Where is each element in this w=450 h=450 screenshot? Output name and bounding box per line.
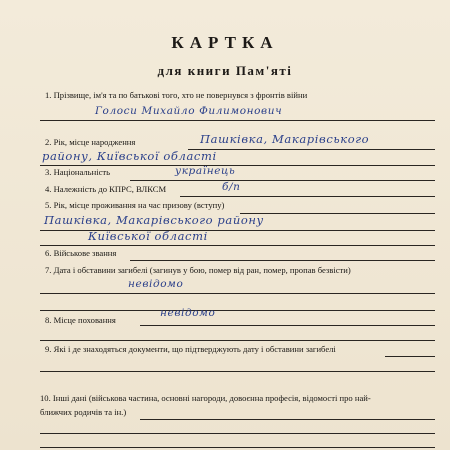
- field-7-value: невідомо: [128, 278, 184, 290]
- field-1-value: Голоси Михайло Филимонович: [95, 105, 283, 117]
- card-title: КАРТКА: [171, 33, 279, 52]
- field-7-line-1: [40, 293, 435, 294]
- field-10-line-1: [140, 419, 435, 420]
- field-1-label: 1. Прізвище, ім'я та по батькові того, хто не повернувся з фронтів війни: [45, 90, 308, 100]
- field-8-label: 8. Місце поховання: [45, 315, 116, 325]
- field-9-label: 9. Які і де знаходяться документи, що підтверджують дату і обставини загибелі: [45, 344, 336, 354]
- field-10-line-2: [40, 433, 435, 434]
- field-9-line-2: [40, 371, 435, 372]
- field-2-label: 2. Рік, місце народження: [45, 137, 136, 147]
- field-10-label-2: ближчих родичів та ін.): [40, 407, 127, 417]
- field-4-value: б/п: [222, 181, 241, 193]
- field-2-line-1: [188, 149, 435, 150]
- field-2-line-2: [40, 165, 435, 166]
- field-2-value-2: району, Київської області: [42, 149, 217, 163]
- field-5-line-1: [240, 213, 435, 214]
- field-7-line-2: [40, 310, 435, 311]
- field-2-value-1: Пашківка, Макарівського: [200, 132, 370, 146]
- field-5-line-3: [40, 245, 435, 246]
- field-9-line-1: [385, 356, 435, 357]
- field-1-line: [40, 120, 435, 121]
- field-8-value: невідомо: [160, 307, 216, 319]
- field-5-value-2: Київської області: [88, 229, 208, 243]
- field-3-label: 3. Національність: [45, 167, 111, 177]
- field-5-value-1: Пашківка, Макарівського району: [44, 213, 264, 227]
- field-4-label: 4. Належність до КПРС, ВЛКСМ: [45, 184, 167, 194]
- field-10-line-3: [40, 447, 435, 448]
- card-subtitle: для книги Пам'яті: [157, 63, 293, 78]
- field-6-line: [130, 260, 435, 261]
- field-4-line: [180, 196, 435, 197]
- field-8-line-2: [40, 340, 435, 341]
- field-10-label-1: 10. Інші дані (військова частина, основні нагороди, довоєнна професія, відомості про най-: [40, 393, 371, 403]
- field-8-line-1: [140, 325, 435, 326]
- field-6-label: 6. Військове звання: [45, 248, 117, 258]
- field-3-value: українець: [175, 165, 236, 177]
- field-5-label: 5. Рік, місце проживання на час призову (вступу): [45, 200, 225, 210]
- field-3-line: [130, 180, 435, 181]
- field-7-label: 7. Дата і обставини загибелі (загинув у бою, помер від ран, помер, пропав безвісти): [45, 265, 351, 275]
